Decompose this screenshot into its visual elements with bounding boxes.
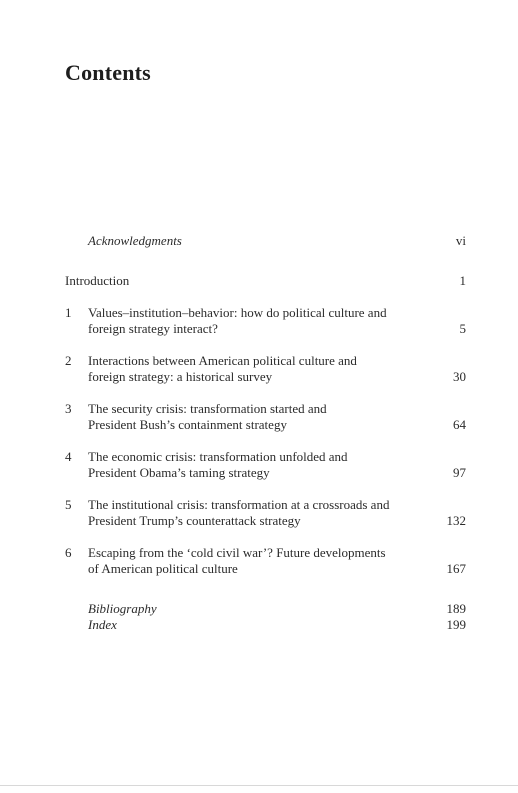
entry-page: 132 xyxy=(446,513,466,528)
chapter-title-line2: President Trump’s counterattack strategy xyxy=(88,513,301,528)
entry-page: 1 xyxy=(459,273,466,288)
chapter-number: 5 xyxy=(65,497,72,512)
chapter-title-line1: The security crisis: transformation started and xyxy=(88,401,327,416)
entry-page: 189 xyxy=(446,601,466,616)
entry-page: 97 xyxy=(453,465,466,480)
entry-page: 64 xyxy=(453,417,466,432)
entry-page: vi xyxy=(455,233,466,248)
chapter-title-line2: foreign strategy interact? xyxy=(88,321,218,336)
entry-page: 167 xyxy=(446,561,466,576)
chapter-title-line2: of American political culture xyxy=(88,561,238,576)
chapter-title-line1: Interactions between American political culture and xyxy=(88,353,357,368)
entry-title: Index xyxy=(88,617,117,632)
chapter-number: 2 xyxy=(65,353,72,368)
chapter-title-line2: foreign strategy: a historical survey xyxy=(88,369,273,384)
entry-page: 199 xyxy=(446,617,466,632)
chapter-number: 6 xyxy=(65,545,72,560)
page-edge-divider xyxy=(0,785,518,786)
chapter-title-line1: Escaping from the ‘cold civil war’? Future developments xyxy=(88,545,386,560)
entry-page: 5 xyxy=(459,321,466,336)
chapter-title-line2: President Obama’s taming strategy xyxy=(88,465,270,480)
chapter-title-line1: The institutional crisis: transformation at a crossroads and xyxy=(88,497,390,512)
chapter-number: 4 xyxy=(65,449,72,464)
chapter-title-line1: The economic crisis: transformation unfolded and xyxy=(88,449,348,464)
page-title: Contents xyxy=(65,60,151,85)
chapter-title-line1: Values–institution–behavior: how do political culture and xyxy=(88,305,387,320)
entry-page: 30 xyxy=(453,369,466,384)
entry-title: Acknowledgments xyxy=(88,233,182,248)
chapter-title-line2: President Bush’s containment strategy xyxy=(88,417,287,432)
chapter-number: 3 xyxy=(65,401,72,416)
entry-title: Bibliography xyxy=(88,601,157,616)
chapter-number: 1 xyxy=(65,305,72,320)
entry-title: Introduction xyxy=(65,273,130,288)
